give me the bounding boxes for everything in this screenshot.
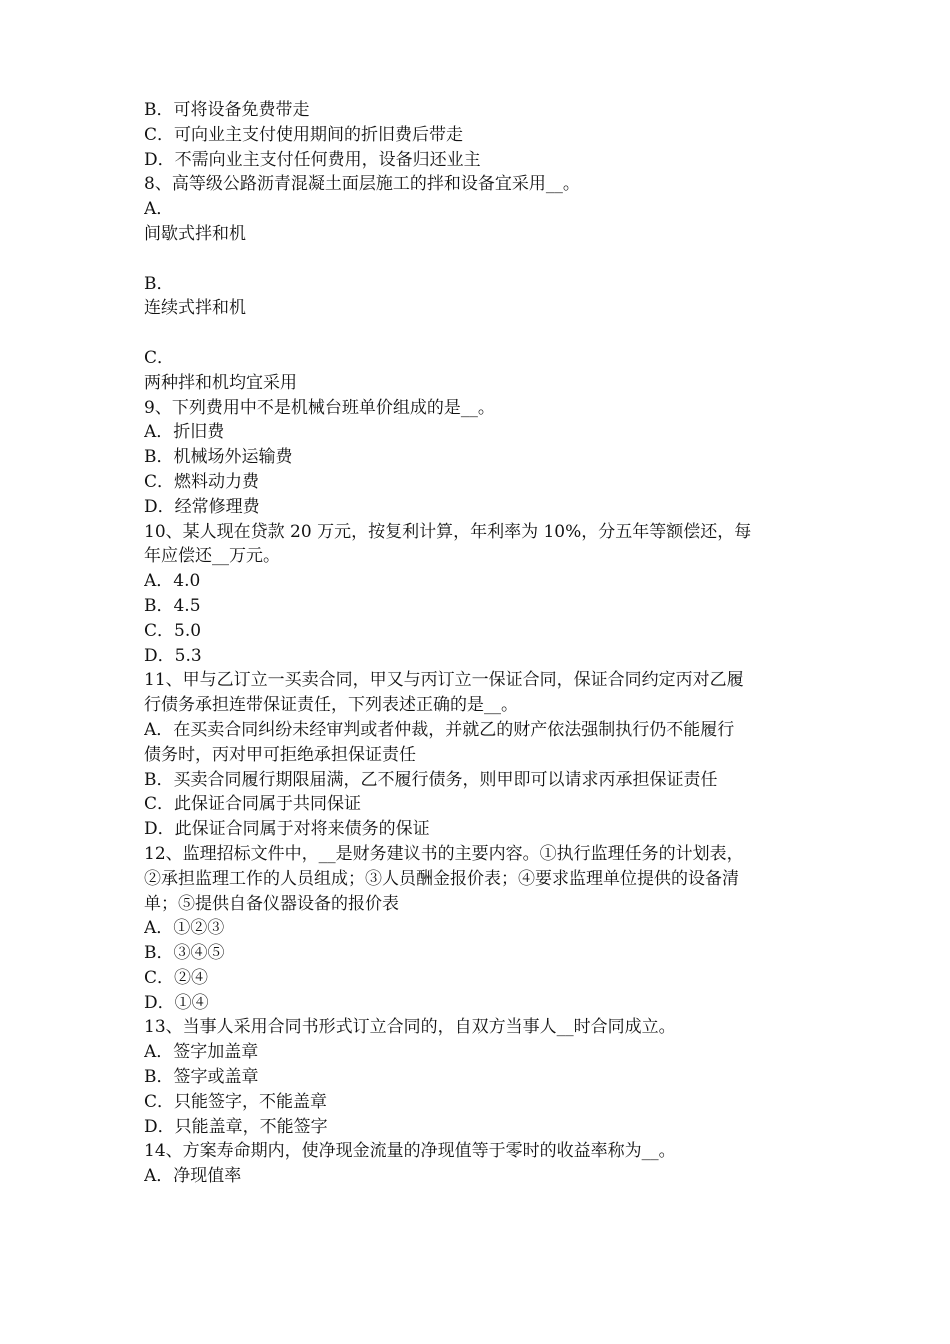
text-line: 11、甲与乙订立一买卖合同，甲又与丙订立一保证合同，保证合同约定丙对乙履 [144,670,744,691]
text-line: C．5.0 [144,620,202,641]
text-line: 9、下列费用中不是机械台班单价组成的是__。 [144,397,495,418]
text-line: B．签字或盖章 [144,1067,259,1088]
text-line: B．买卖合同履行期限届满，乙不履行债务，则甲即可以请求丙承担保证责任 [144,769,718,790]
blank-line [144,247,808,272]
text-line: A．折旧费 [144,422,225,443]
text-line: A．①②③ [144,918,225,939]
text-line: ②承担监理工作的人员组成；③人员酬金报价表；④要求监理单位提供的设备清 [144,868,739,889]
text-line: B． [144,273,174,294]
text-line: A．签字加盖章 [144,1042,259,1063]
text-line: D．只能盖章，不能签字 [144,1116,328,1137]
text-line: 10、某人现在贷款 20 万元，按复利计算，年利率为 10%，分五年等额偿还，每 [144,521,752,542]
text-line: A．4.0 [144,571,201,592]
text-line: A． [144,199,174,220]
text-line: 单；⑤提供自备仪器设备的报价表 [144,893,399,914]
document-page [144,98,808,1189]
text-line: B．可将设备免费带走 [144,100,310,120]
text-line: 8、高等级公路沥青混凝土面层施工的拌和设备宜采用__。 [144,174,580,195]
text-line: D．不需向业主支付任何费用，设备归还业主 [144,149,481,170]
text-line: A．净现值率 [144,1166,242,1187]
text-line: C．②④ [144,967,209,988]
text-line: C．此保证合同属于共同保证 [144,794,362,815]
text-line: A．在买卖合同纠纷未经审判或者仲裁，并就乙的财产依法强制执行仍不能履行 [144,719,735,740]
text-line: 两种拌和机均宜采用 [144,372,297,393]
text-line: B．4.5 [144,595,201,616]
text-line: 间歇式拌和机 [144,223,246,244]
text-line: 12、监理招标文件中，__是财务建议书的主要内容。①执行监理任务的计划表， [144,843,744,864]
text-line: C．可向业主支付使用期间的折旧费后带走 [144,124,464,145]
text-line: D．经常修理费 [144,496,260,517]
text-line: D．此保证合同属于对将来债务的保证 [144,819,430,840]
text-line: D．①④ [144,992,209,1013]
text-line: C． [144,347,175,368]
text-line: C．燃料动力费 [144,471,260,492]
text-line: 14、方案寿命期内，使净现金流量的净现值等于零时的收益率称为__。 [144,1141,676,1162]
text-line: C．只能签字，不能盖章 [144,1091,328,1112]
text-line: 年应偿还__万元。 [144,546,280,567]
text-line: B．机械场外运输费 [144,447,293,468]
text-line: 13、当事人采用合同书形式订立合同的，自双方当事人__时合同成立。 [144,1017,676,1038]
text-line: 连续式拌和机 [144,298,246,319]
text-line: B．③④⑤ [144,943,225,964]
blank-line [144,321,808,346]
text-line: D．5.3 [144,645,202,666]
text-line: 债务时，丙对甲可拒绝承担保证责任 [144,744,416,765]
text-line: 行债务承担连带保证责任，下列表述正确的是__。 [144,695,518,716]
